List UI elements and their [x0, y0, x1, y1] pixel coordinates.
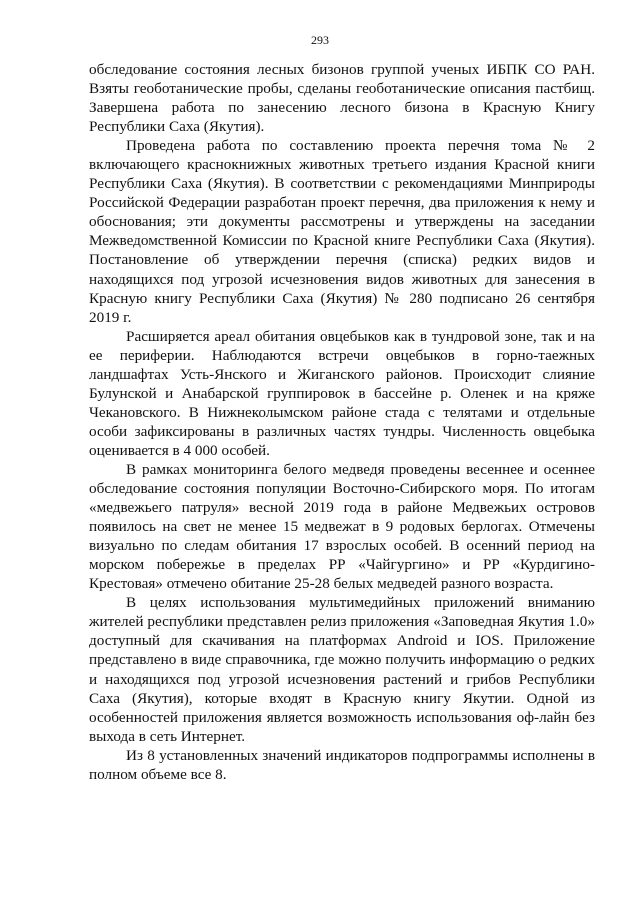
paragraph-musk-oxen: Расширяется ареал обитания овцебыков как в тундровой зоне, так и на ее периферии. Наблюдаются встречи овцебыков в горно-таежных ландшафтах Усть-Янского и Жиганского районов. Происходит слияние Булунской и Анабарской группировок в бассейне р. Оленек и на кряже Чекановского. В Нижнеколымском районе стада с телятами и отдельные особи зафиксированы в различных частях тундры. Численность овцебыка оценивается в 4 000 особей. — [89, 327, 595, 459]
page-number: 293 — [311, 33, 329, 47]
document-body — [89, 60, 595, 784]
paragraph-red-book-list: Проведена работа по составлению проекта перечня тома № 2 включающего краснокнижных животных третьего издания Красной книги Республики Саха (Якутия). В соответствии с рекомендациями Минприроды Российской Федерации разработан проект перечня, два приложения к нему и обоснования; эти документы рассмотрены и утверждены на заседании Межведомственной Комиссии по Красной книге Республики Саха (Якутия). Постановление об утверждении перечня (списка) редких видов и находящихся под угрозой исчезновения видов животных для занесения в Красную книгу Республики Саха (Якутия) № 280 подписано 26 сентября 2019 г. — [89, 137, 595, 326]
paragraph-bison-continuation: обследование состояния лесных бизонов группой ученых ИБПК СО РАН. Взяты геоботанические пробы, сделаны геоботанические описания пастбищ. Завершена работа по занесению лесного бизона в Красную Книгу Республики Саха (Якутия). — [89, 61, 595, 136]
paragraph-mobile-app: В целях использования мультимедийных приложений вниманию жителей республики представлен релиз приложения «Заповедная Якутия 1.0» доступный для скачивания на платформах Android и IOS. Приложение представлено в виде справочника, где можно получить информацию о редких и находящихся под угрозой исчезновения растений и грибов Республики Саха (Якутия), которые входят в Красную книгу Якутии. Одной из особенностей приложения является возможность использования оф-лайн без выхода в сеть Интернет. — [89, 594, 595, 745]
paragraph-polar-bear: В рамках мониторинга белого медведя проведены весеннее и осеннее обследование состояния популяции Восточно-Сибирского моря. По итогам «медвежьего патруля» весной 2019 года в районе Медвежьих островов появилось на свет не менее 15 медвежат в 9 родовых берлогах. Отмечены визуально по следам обитания 17 взрослых особей. В осенний период на морском побережье в пределах РР «Чайгургино» и РР «Курдигино-Крестовая» отмечено обитание 25-28 белых медведей разного возраста. — [89, 460, 595, 593]
paragraph-indicators: Из 8 установленных значений индикаторов подпрограммы исполнены в полном объеме все 8. — [89, 746, 595, 783]
